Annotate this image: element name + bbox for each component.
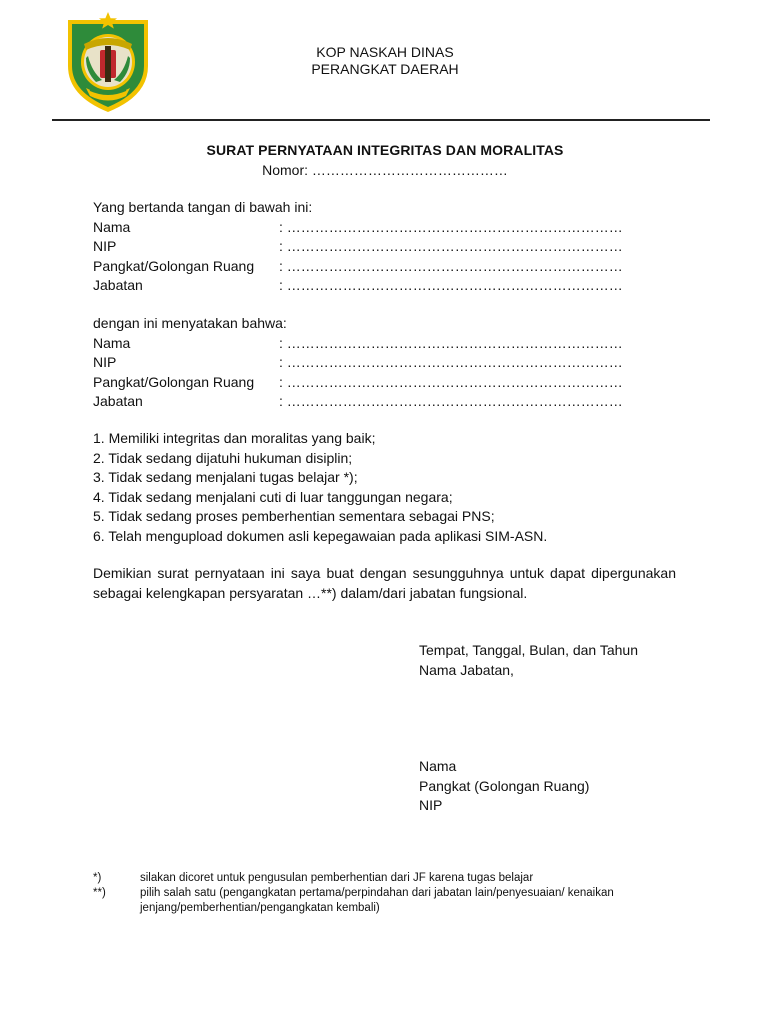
field-blank: : ……………………………………………………………… (279, 257, 623, 274)
signature-header (419, 641, 638, 680)
field-label: Jabatan (93, 277, 143, 293)
statement-item: 4. Tidak sedang menjalani cuti di luar tanggungan negara; (93, 488, 453, 505)
field-row-nip (93, 353, 679, 373)
letterhead-line-1: KOP NASKAH DINAS (316, 44, 454, 60)
closing-paragraph: Demikian surat pernyataan ini saya buat dengan sesungguhnya untuk dapat dipergunakan sebagai kelengkapan persyaratan …**) dalam/dari jabatan fungsional. (93, 565, 676, 601)
statement-item: 2. Tidak sedang dijatuhi hukuman disiplin; (93, 449, 353, 466)
footnotes (93, 871, 653, 916)
field-label: Jabatan (93, 393, 143, 409)
field-blank: : ……………………………………………………………… (279, 354, 623, 370)
letterhead-divider (52, 119, 710, 121)
field-row-nip (93, 237, 679, 257)
field-label: Pangkat/Golongan Ruang (93, 373, 255, 390)
field-row-nama (93, 218, 679, 238)
field-row-pangkat (93, 257, 679, 277)
field-row-pangkat (93, 373, 679, 393)
statement-item: 1. Memiliki integritas dan moralitas yang baik; (93, 430, 376, 446)
field-blank: : ……………………………………………………………… (279, 277, 623, 293)
signature-position: Nama Jabatan, (419, 661, 514, 678)
field-blank: : ……………………………………………………………… (279, 238, 623, 254)
field-label: Pangkat/Golongan Ruang (93, 257, 255, 274)
field-row-jabatan (93, 276, 679, 296)
declared-person-section (93, 314, 679, 412)
field-label: NIP (93, 238, 117, 254)
field-blank: : ……………………………………………………………… (279, 393, 623, 409)
footnote-text: silakan dicoret untuk pengusulan pemberhentian dari JF karena tugas belajar (140, 872, 534, 884)
field-label: Nama (93, 218, 131, 235)
signature-name: Nama (419, 758, 457, 774)
field-label: Nama (93, 334, 131, 351)
footnote-2 (93, 886, 653, 916)
field-row-jabatan (93, 392, 679, 412)
field-blank: : ……………………………………………………………… (279, 218, 623, 235)
footnote-marker: **) (93, 887, 106, 899)
declared-intro: dengan ini menyatakan bahwa: (93, 315, 287, 331)
signature-footer (419, 757, 589, 816)
footnote-1 (93, 871, 653, 886)
field-blank: : ……………………………………………………………… (279, 373, 623, 390)
signer-section (93, 198, 679, 296)
field-blank: : ……………………………………………………………… (279, 334, 623, 351)
statement-item: 6. Telah mengupload dokumen asli kepegawaian pada aplikasi SIM-ASN. (93, 527, 548, 544)
signer-intro: Yang bertanda tangan di bawah ini: (93, 199, 313, 215)
statement-item: 3. Tidak sedang menjalani tugas belajar *); (93, 469, 358, 485)
statement-list (93, 429, 547, 546)
letterhead-line-2: PERANGKAT DAERAH (311, 61, 459, 77)
signature-nip: NIP (419, 797, 443, 813)
letterhead (230, 44, 540, 78)
footnote-text: pilih salah satu (pengangkatan pertama/perpindahan dari jabatan lain/penyesuaian/ kenaikan jenjang/pemberhentian/pengangkatan kembali) (140, 887, 614, 914)
signature-rank: Pangkat (Golongan Ruang) (419, 777, 590, 794)
statement-item: 5. Tidak sedang proses pemberhentian sementara sebagai PNS; (93, 508, 495, 524)
field-label: NIP (93, 354, 117, 370)
field-row-nama (93, 334, 679, 354)
document-number: Nomor: …………………………………… (262, 162, 508, 178)
footnote-marker: *) (93, 872, 102, 884)
regional-government-emblem-icon (62, 10, 154, 114)
signature-place-date: Tempat, Tanggal, Bulan, dan Tahun (419, 642, 638, 658)
document-title: SURAT PERNYATAAN INTEGRITAS DAN MORALITAS (206, 142, 564, 158)
